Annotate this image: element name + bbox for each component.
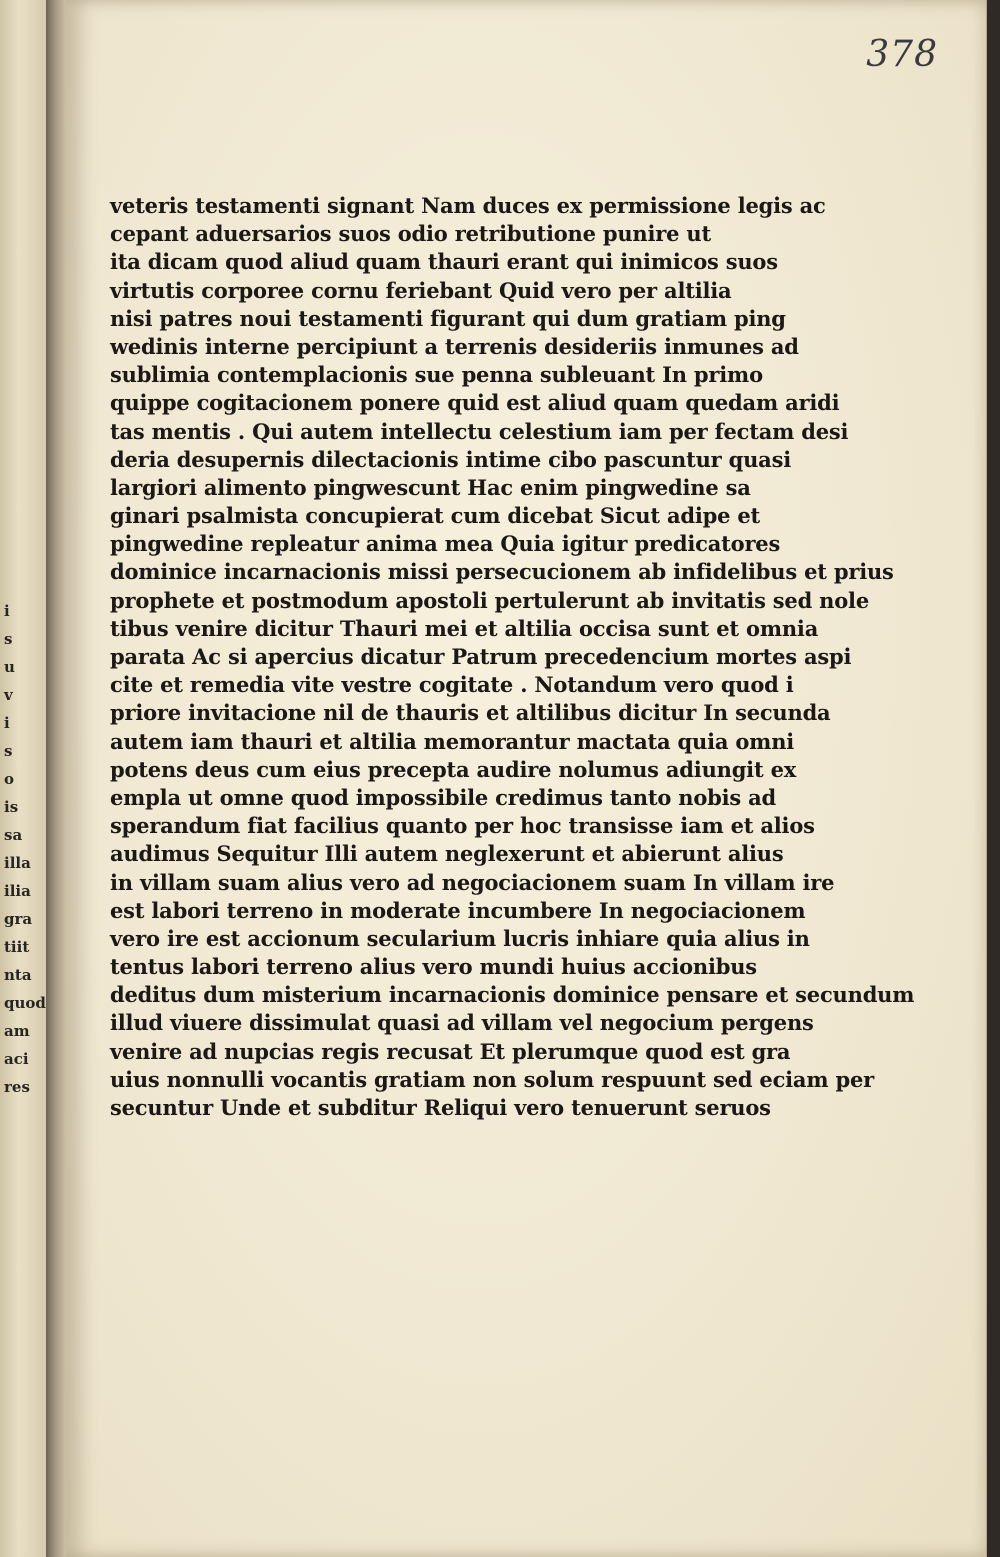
text-line: sperandum fiat facilius quanto per hoc transisse iam et alios: [110, 813, 815, 839]
text-line: quippe cogitacionem ponere quid est aliud quam quedam aridi: [110, 390, 840, 416]
facing-page-line-fragment: is: [4, 798, 19, 816]
text-line: vero ire est accionum secularium lucris inhiare quia alius in: [110, 925, 810, 951]
facing-page-line-fragment: s: [4, 742, 13, 760]
facing-page-line-fragment: i: [4, 602, 10, 620]
text-line: priore invitacione nil de thauris et altilibus dicitur In secunda: [110, 700, 831, 726]
text-line: cepant aduersarios suos odio retributione punire ut: [110, 221, 711, 247]
text-line: empla ut omne quod impossibile credimus tanto nobis ad: [110, 784, 777, 810]
text-line: wedinis interne percipiunt a terrenis desideriis inmunes ad: [110, 333, 799, 359]
text-line: tibus venire dicitur Thauri mei et altilia occisa sunt et omnia: [110, 615, 819, 641]
text-line: secuntur Unde et subditur Reliqui vero tenuerunt seruos: [110, 1095, 771, 1120]
text-line: est labori terreno in moderate incumbere In negociacionem: [110, 897, 806, 923]
text-line: sublimia contemplacionis sue penna subleuant In primo: [110, 362, 763, 388]
facing-page-line-fragment: gra: [4, 910, 33, 928]
text-line: ita dicam quod aliud quam thauri erant qui inimicos suos: [110, 249, 778, 275]
text-line: largiori alimento pingwescunt Hac enim pingwedine sa: [110, 474, 751, 500]
facing-page-line-fragment: aci: [4, 1050, 29, 1068]
text-line: uius nonnulli vocantis gratiam non solum respuunt sed eciam per: [110, 1066, 874, 1092]
text-line: cite et remedia vite vestre cogitate . Notandum vero quod i: [110, 672, 794, 698]
facing-page-fragment: [0, 0, 47, 1557]
text-line: in villam suam alius vero ad negociacionem suam In villam ire: [110, 869, 835, 895]
text-line: nisi patres noui testamenti figurant qui dum gratiam ping: [110, 305, 786, 331]
right-page: [66, 0, 987, 1557]
text-column: [110, 192, 915, 1122]
text-line: potens deus cum eius precepta audire nolumus adiungit ex: [110, 756, 797, 782]
facing-page-line-fragment: tiit: [4, 938, 30, 956]
text-line: ginari psalmista concupierat cum dicebat Sicut adipe et: [110, 503, 761, 529]
facing-page-line-fragment: i: [4, 714, 10, 732]
text-line: veteris testamenti signant Nam duces ex permissione legis ac: [110, 193, 826, 218]
facing-page-line-fragment: sa: [4, 826, 23, 844]
facing-page-line-fragment: am: [4, 1022, 30, 1040]
facing-page-line-fragment: o: [4, 770, 15, 788]
text-line: tas mentis . Qui autem intellectu celestium iam per fectam desi: [110, 418, 849, 444]
facing-page-line-fragment: quod: [4, 994, 46, 1012]
facing-page-line-fragment: nta: [4, 966, 32, 984]
text-line: pingwedine repleatur anima mea Quia igitur predicatores: [110, 531, 781, 557]
text-line: audimus Sequitur Illi autem neglexerunt et abierunt alius: [110, 841, 784, 867]
text-line: prophete et postmodum apostoli pertulerunt ab invitatis sed nole: [110, 587, 869, 613]
facing-page-line-fragment: s: [4, 630, 13, 648]
text-line: illud viuere dissimulat quasi ad villam vel negocium pergens: [110, 1010, 814, 1036]
text-line: tentus labori terreno alius vero mundi huius accionibus: [110, 954, 757, 980]
text-line: virtutis corporee cornu feriebant Quid vero per altilia: [110, 277, 732, 303]
facing-page-text: [4, 600, 44, 1098]
text-line: autem iam thauri et altilia memorantur mactata quia omni: [110, 728, 795, 754]
folio-number: 378: [866, 34, 938, 75]
facing-page-line-fragment: ilia: [4, 882, 31, 900]
text-line: deria desupernis dilectacionis intime cibo pascuntur quasi: [110, 446, 791, 472]
text-line: dominice incarnacionis missi persecucionem ab infidelibus et prius: [110, 559, 894, 585]
text-line: parata Ac si apercius dicatur Patrum precedencium mortes aspi: [110, 644, 852, 669]
facing-page-line-fragment: res: [4, 1078, 30, 1096]
facing-page-line-fragment: u: [4, 658, 15, 676]
text-line: deditus dum misterium incarnacionis dominice pensare et secundum: [110, 982, 915, 1008]
text-line: venire ad nupcias regis recusat Et plerumque quod est gra: [110, 1038, 791, 1064]
page-edge-shadow: [986, 0, 1000, 1557]
facing-page-line-fragment: v: [4, 686, 13, 704]
facing-page-line-fragment: illa: [4, 854, 31, 872]
